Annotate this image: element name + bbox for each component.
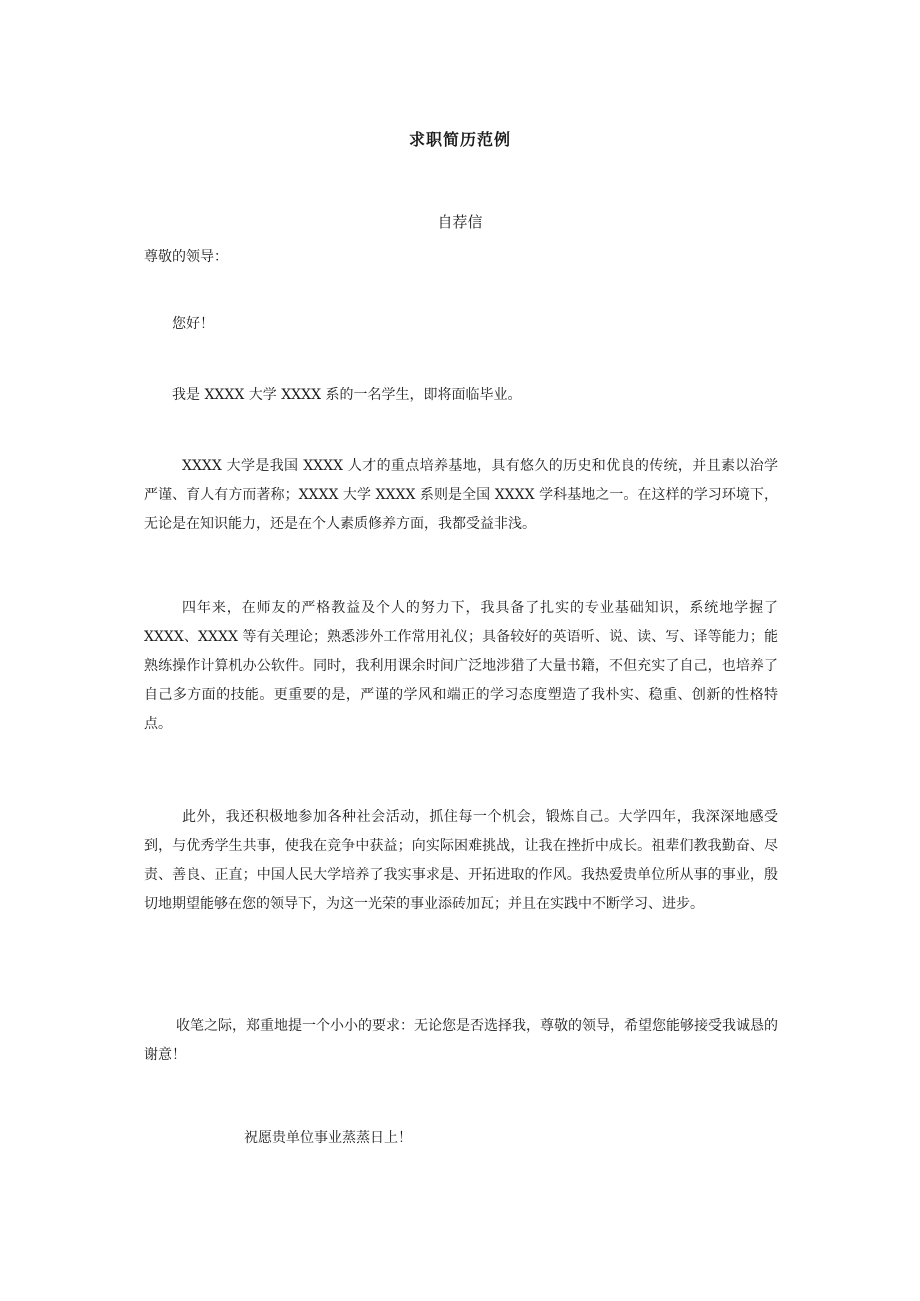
body-paragraph-activities: 此外，我还积极地参加各种社会活动，抓住每一个机会，锻炼自己。大学四年，我深深地感受到，与优秀学生共事，使我在竞争中获益；向实际困难挑战，让我在挫折中成长。祖辈们教我勤奋、尽责、善良、正直；中国人民大学培养了我实事求是、开拓进取的作风。我热爱贵单位所从事的事业，殷切地期望能够在您的领导下，为这一光荣的事业添砖加瓦；并且在实践中不断学习、进步。	[144, 809, 778, 912]
body-paragraph-university: XXXX 大学是我国 XXXX 人才的重点培养基地，具有悠久的历史和优良的传统，并且素以治学严谨、育人有方而著称；XXXX 大学 XXXX 系则是全国 XXXX 学科基地之一。在这样的学习环境下，无论是在知识能力，还是在个人素质修养方面，我都受益非浅。	[144, 458, 778, 532]
body-paragraph-skills: 四年来，在师友的严格教益及个人的努力下，我具备了扎实的专业基础知识，系统地学握了 XXXX、XXXX 等有关理论；熟悉涉外工作常用礼仪；具备较好的英语听、说、读、写、译等能力；能熟练操作计算机办公软件。同时，我利用课余时间广泛地涉猎了大量书籍，不但充实了自己，也培养了自己多方面的技能。更重要的是，严谨的学风和端正的学习态度塑造了我朴实、稳重、创新的性格特点。	[144, 600, 778, 732]
closing-wish: 祝愿贵单位事业蒸蒸日上！	[244, 1130, 412, 1146]
salutation: 尊敬的领导：	[144, 249, 228, 265]
intro-paragraph: 我是 XXXX 大学 XXXX 系的一名学生，即将面临毕业。	[172, 387, 522, 403]
document-title: 求职简历范例	[408, 130, 511, 149]
letter-heading: 自荐信	[437, 213, 483, 231]
greeting: 您好！	[172, 316, 214, 332]
body-paragraph-closing-request: 收笔之际，郑重地提一个小小的要求：无论您是否选择我，尊敬的领导，希望您能够接受我诚恳的谢意！	[144, 1018, 778, 1063]
